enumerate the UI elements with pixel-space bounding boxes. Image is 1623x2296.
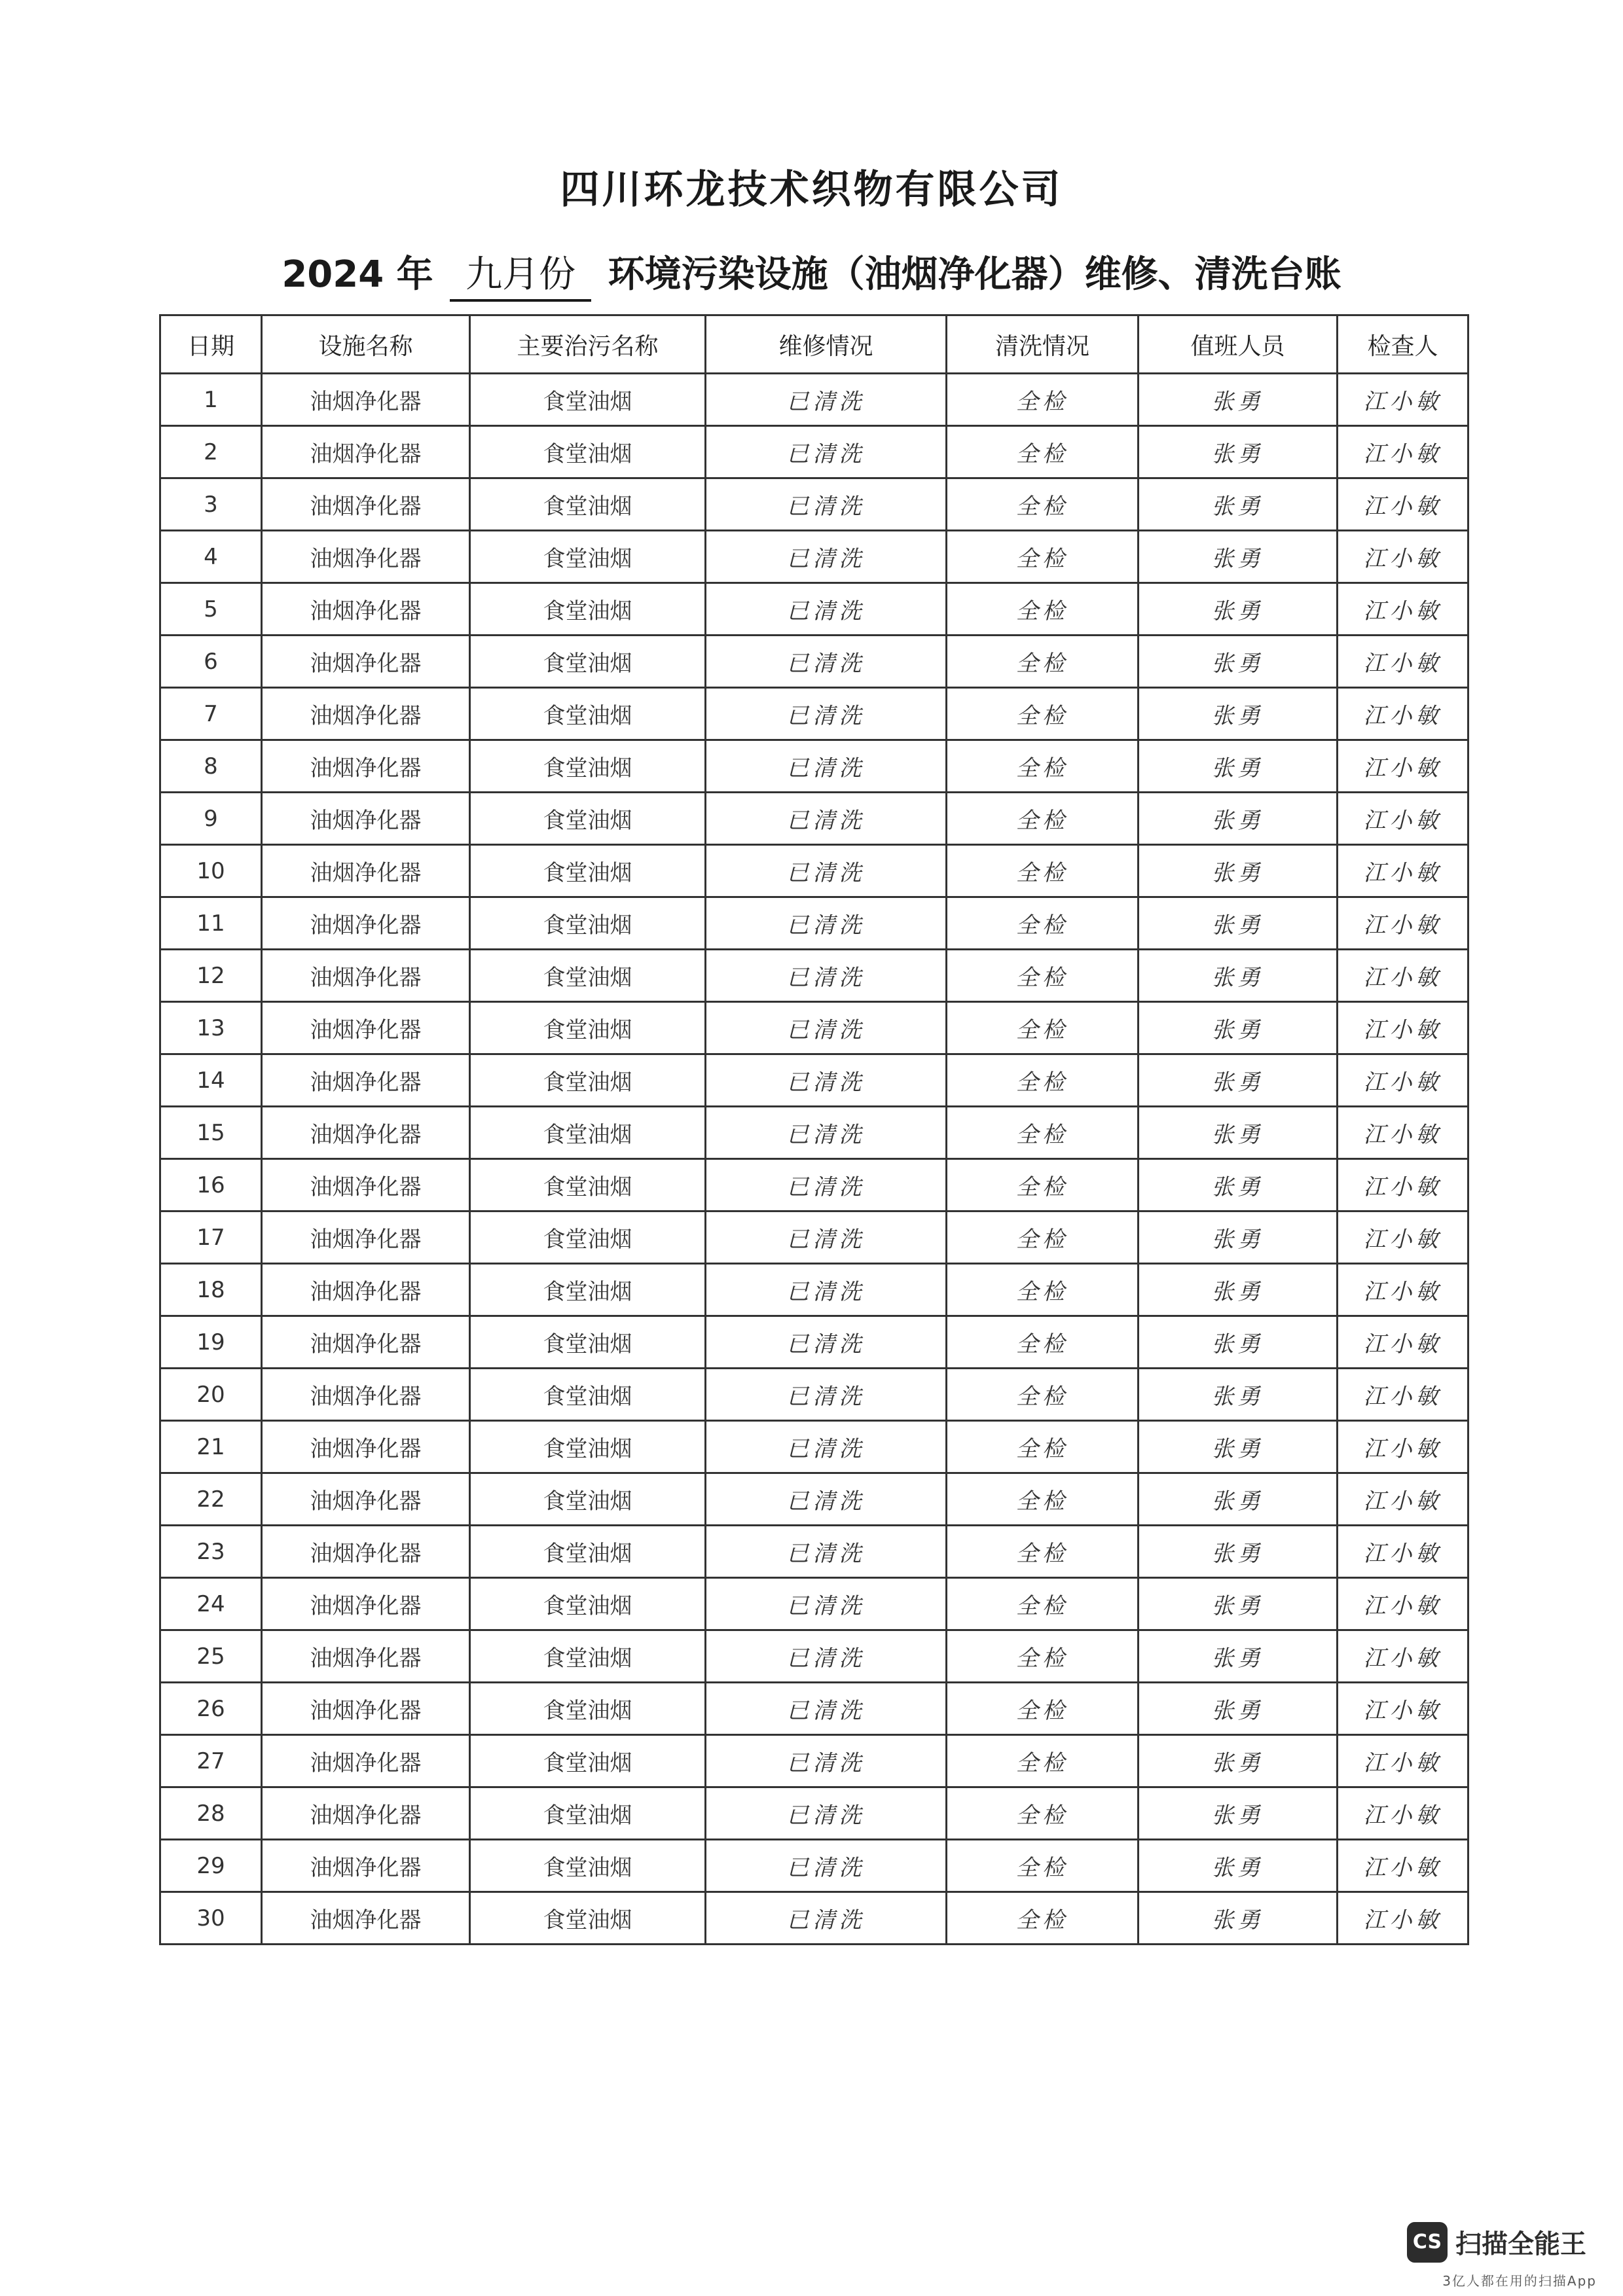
cell-pollutant: 食堂油烟 bbox=[470, 1630, 706, 1683]
cell-repair: 已清洗 bbox=[706, 1578, 947, 1630]
cell-inspector: 江小敏 bbox=[1338, 1630, 1468, 1683]
table-row bbox=[160, 1316, 1468, 1369]
cell-inspector: 江小敏 bbox=[1338, 1683, 1468, 1735]
cell-date: 28 bbox=[160, 1787, 262, 1840]
table-row bbox=[160, 950, 1468, 1002]
cell-date: 7 bbox=[160, 688, 262, 740]
cell-facility: 油烟净化器 bbox=[262, 531, 470, 583]
table-row bbox=[160, 1159, 1468, 1211]
cell-duty: 张勇 bbox=[1139, 897, 1338, 950]
cell-facility: 油烟净化器 bbox=[262, 897, 470, 950]
cell-facility: 油烟净化器 bbox=[262, 793, 470, 845]
cell-pollutant: 食堂油烟 bbox=[470, 1002, 706, 1054]
cell-inspector: 江小敏 bbox=[1338, 1892, 1468, 1945]
cell-inspector: 江小敏 bbox=[1338, 478, 1468, 531]
cell-date: 26 bbox=[160, 1683, 262, 1735]
cell-pollutant: 食堂油烟 bbox=[470, 1054, 706, 1107]
cell-inspector: 江小敏 bbox=[1338, 845, 1468, 897]
table-row bbox=[160, 1578, 1468, 1630]
cell-date: 9 bbox=[160, 793, 262, 845]
cell-inspector: 江小敏 bbox=[1338, 1578, 1468, 1630]
cell-pollutant: 食堂油烟 bbox=[470, 897, 706, 950]
cell-clean: 全检 bbox=[947, 845, 1139, 897]
app-tagline: 3亿人都在用的扫描App bbox=[1442, 2273, 1597, 2289]
title-rest: 环境污染设施（油烟净化器）维修、清洗台账 bbox=[608, 253, 1341, 296]
cell-duty: 张勇 bbox=[1139, 1473, 1338, 1526]
cell-repair: 已清洗 bbox=[706, 1787, 947, 1840]
cell-date: 13 bbox=[160, 1002, 262, 1054]
cell-facility: 油烟净化器 bbox=[262, 1892, 470, 1945]
header-facility: 设施名称 bbox=[262, 315, 470, 374]
cell-repair: 已清洗 bbox=[706, 688, 947, 740]
table-row bbox=[160, 374, 1468, 426]
cell-date: 30 bbox=[160, 1892, 262, 1945]
cell-clean: 全检 bbox=[947, 1107, 1139, 1159]
cell-pollutant: 食堂油烟 bbox=[470, 1421, 706, 1473]
cell-clean: 全检 bbox=[947, 1159, 1139, 1211]
cell-date: 6 bbox=[160, 636, 262, 688]
cell-pollutant: 食堂油烟 bbox=[470, 688, 706, 740]
company-name: 四川环龙技术织物有限公司 bbox=[560, 167, 1063, 213]
cell-pollutant: 食堂油烟 bbox=[470, 1735, 706, 1787]
cell-clean: 全检 bbox=[947, 1316, 1139, 1369]
cell-facility: 油烟净化器 bbox=[262, 1526, 470, 1578]
cell-inspector: 江小敏 bbox=[1338, 1473, 1468, 1526]
cell-facility: 油烟净化器 bbox=[262, 1316, 470, 1369]
cell-pollutant: 食堂油烟 bbox=[470, 845, 706, 897]
cell-facility: 油烟净化器 bbox=[262, 426, 470, 478]
cell-inspector: 江小敏 bbox=[1338, 1054, 1468, 1107]
header-date: 日期 bbox=[160, 315, 262, 374]
cell-inspector: 江小敏 bbox=[1338, 793, 1468, 845]
table-row bbox=[160, 1630, 1468, 1683]
cell-duty: 张勇 bbox=[1139, 1054, 1338, 1107]
cell-date: 11 bbox=[160, 897, 262, 950]
cell-date: 22 bbox=[160, 1473, 262, 1526]
cell-duty: 张勇 bbox=[1139, 740, 1338, 793]
cell-duty: 张勇 bbox=[1139, 688, 1338, 740]
cell-duty: 张勇 bbox=[1139, 950, 1338, 1002]
cell-clean: 全检 bbox=[947, 688, 1139, 740]
cell-pollutant: 食堂油烟 bbox=[470, 583, 706, 636]
cell-clean: 全检 bbox=[947, 1683, 1139, 1735]
table-row bbox=[160, 793, 1468, 845]
cell-duty: 张勇 bbox=[1139, 1002, 1338, 1054]
cell-date: 15 bbox=[160, 1107, 262, 1159]
document-title bbox=[0, 245, 1623, 302]
cell-facility: 油烟净化器 bbox=[262, 950, 470, 1002]
cell-clean: 全检 bbox=[947, 1002, 1139, 1054]
cell-pollutant: 食堂油烟 bbox=[470, 1264, 706, 1316]
cell-repair: 已清洗 bbox=[706, 1107, 947, 1159]
cell-pollutant: 食堂油烟 bbox=[470, 478, 706, 531]
cell-facility: 油烟净化器 bbox=[262, 1107, 470, 1159]
cell-clean: 全检 bbox=[947, 793, 1139, 845]
cell-pollutant: 食堂油烟 bbox=[470, 1369, 706, 1421]
cell-repair: 已清洗 bbox=[706, 374, 947, 426]
cell-facility: 油烟净化器 bbox=[262, 1578, 470, 1630]
cell-repair: 已清洗 bbox=[706, 1002, 947, 1054]
cell-repair: 已清洗 bbox=[706, 1526, 947, 1578]
cell-duty: 张勇 bbox=[1139, 374, 1338, 426]
cell-pollutant: 食堂油烟 bbox=[470, 1316, 706, 1369]
cell-facility: 油烟净化器 bbox=[262, 1211, 470, 1264]
cell-date: 25 bbox=[160, 1630, 262, 1683]
cell-pollutant: 食堂油烟 bbox=[470, 1787, 706, 1840]
table-row bbox=[160, 636, 1468, 688]
cell-repair: 已清洗 bbox=[706, 740, 947, 793]
table-row bbox=[160, 531, 1468, 583]
table-row bbox=[160, 1892, 1468, 1945]
table-row bbox=[160, 426, 1468, 478]
table-row bbox=[160, 1840, 1468, 1892]
app-name: 扫描全能王 bbox=[1455, 2229, 1586, 2259]
header-repair: 维修情况 bbox=[706, 315, 947, 374]
cell-facility: 油烟净化器 bbox=[262, 1002, 470, 1054]
cell-inspector: 江小敏 bbox=[1338, 1316, 1468, 1369]
cell-clean: 全检 bbox=[947, 1787, 1139, 1840]
table-row bbox=[160, 845, 1468, 897]
cell-facility: 油烟净化器 bbox=[262, 1054, 470, 1107]
table-row bbox=[160, 688, 1468, 740]
cell-duty: 张勇 bbox=[1139, 1107, 1338, 1159]
cell-inspector: 江小敏 bbox=[1338, 688, 1468, 740]
cell-pollutant: 食堂油烟 bbox=[470, 1840, 706, 1892]
table-row bbox=[160, 1002, 1468, 1054]
cell-facility: 油烟净化器 bbox=[262, 478, 470, 531]
cell-date: 10 bbox=[160, 845, 262, 897]
cell-pollutant: 食堂油烟 bbox=[470, 1159, 706, 1211]
table-row bbox=[160, 897, 1468, 950]
header-pollutant: 主要治污名称 bbox=[470, 315, 706, 374]
cell-clean: 全检 bbox=[947, 897, 1139, 950]
cell-pollutant: 食堂油烟 bbox=[470, 1578, 706, 1630]
table-row bbox=[160, 478, 1468, 531]
cell-repair: 已清洗 bbox=[706, 845, 947, 897]
cell-duty: 张勇 bbox=[1139, 1316, 1338, 1369]
cell-pollutant: 食堂油烟 bbox=[470, 950, 706, 1002]
cell-duty: 张勇 bbox=[1139, 1578, 1338, 1630]
cell-date: 29 bbox=[160, 1840, 262, 1892]
table-row bbox=[160, 1054, 1468, 1107]
cell-repair: 已清洗 bbox=[706, 1630, 947, 1683]
cell-clean: 全检 bbox=[947, 1473, 1139, 1526]
cell-duty: 张勇 bbox=[1139, 1369, 1338, 1421]
title-month: 九月份 bbox=[450, 245, 591, 302]
cell-pollutant: 食堂油烟 bbox=[470, 374, 706, 426]
cell-facility: 油烟净化器 bbox=[262, 688, 470, 740]
cell-date: 23 bbox=[160, 1526, 262, 1578]
cell-inspector: 江小敏 bbox=[1338, 897, 1468, 950]
cell-repair: 已清洗 bbox=[706, 583, 947, 636]
cell-inspector: 江小敏 bbox=[1338, 531, 1468, 583]
cell-facility: 油烟净化器 bbox=[262, 1369, 470, 1421]
cell-pollutant: 食堂油烟 bbox=[470, 793, 706, 845]
header-inspector: 检查人 bbox=[1338, 315, 1468, 374]
cell-inspector: 江小敏 bbox=[1338, 1526, 1468, 1578]
cell-inspector: 江小敏 bbox=[1338, 950, 1468, 1002]
cell-repair: 已清洗 bbox=[706, 1473, 947, 1526]
cell-date: 12 bbox=[160, 950, 262, 1002]
cell-clean: 全检 bbox=[947, 1264, 1139, 1316]
table-row bbox=[160, 583, 1468, 636]
cell-repair: 已清洗 bbox=[706, 1264, 947, 1316]
cell-date: 21 bbox=[160, 1421, 262, 1473]
cell-date: 4 bbox=[160, 531, 262, 583]
cell-facility: 油烟净化器 bbox=[262, 1735, 470, 1787]
cell-duty: 张勇 bbox=[1139, 1264, 1338, 1316]
cell-clean: 全检 bbox=[947, 1840, 1139, 1892]
cell-inspector: 江小敏 bbox=[1338, 636, 1468, 688]
table-row bbox=[160, 1264, 1468, 1316]
cell-date: 17 bbox=[160, 1211, 262, 1264]
cell-date: 16 bbox=[160, 1159, 262, 1211]
cell-inspector: 江小敏 bbox=[1338, 583, 1468, 636]
cell-inspector: 江小敏 bbox=[1338, 374, 1468, 426]
table-row bbox=[160, 740, 1468, 793]
cell-duty: 张勇 bbox=[1139, 1421, 1338, 1473]
cell-clean: 全检 bbox=[947, 478, 1139, 531]
cell-clean: 全检 bbox=[947, 740, 1139, 793]
cell-repair: 已清洗 bbox=[706, 426, 947, 478]
cell-repair: 已清洗 bbox=[706, 1159, 947, 1211]
cell-date: 2 bbox=[160, 426, 262, 478]
cell-pollutant: 食堂油烟 bbox=[470, 426, 706, 478]
ledger-table bbox=[159, 314, 1469, 1945]
cell-duty: 张勇 bbox=[1139, 1840, 1338, 1892]
cell-date: 19 bbox=[160, 1316, 262, 1369]
cell-pollutant: 食堂油烟 bbox=[470, 531, 706, 583]
cell-inspector: 江小敏 bbox=[1338, 740, 1468, 793]
header-duty: 值班人员 bbox=[1139, 315, 1338, 374]
cell-pollutant: 食堂油烟 bbox=[470, 1683, 706, 1735]
cell-clean: 全检 bbox=[947, 1054, 1139, 1107]
cell-inspector: 江小敏 bbox=[1338, 1787, 1468, 1840]
cell-duty: 张勇 bbox=[1139, 1159, 1338, 1211]
cell-pollutant: 食堂油烟 bbox=[470, 1211, 706, 1264]
cell-clean: 全检 bbox=[947, 1369, 1139, 1421]
cell-repair: 已清洗 bbox=[706, 1735, 947, 1787]
cell-facility: 油烟净化器 bbox=[262, 1264, 470, 1316]
cell-facility: 油烟净化器 bbox=[262, 374, 470, 426]
cell-repair: 已清洗 bbox=[706, 1840, 947, 1892]
cell-date: 1 bbox=[160, 374, 262, 426]
cell-repair: 已清洗 bbox=[706, 897, 947, 950]
cell-inspector: 江小敏 bbox=[1338, 426, 1468, 478]
table-row bbox=[160, 1473, 1468, 1526]
header-clean: 清洗情况 bbox=[947, 315, 1139, 374]
table-row bbox=[160, 1421, 1468, 1473]
cell-clean: 全检 bbox=[947, 1630, 1139, 1683]
cell-date: 8 bbox=[160, 740, 262, 793]
table-row bbox=[160, 1787, 1468, 1840]
cell-repair: 已清洗 bbox=[706, 478, 947, 531]
cell-duty: 张勇 bbox=[1139, 1787, 1338, 1840]
title-year: 2024 年 bbox=[282, 253, 433, 296]
cell-clean: 全检 bbox=[947, 1735, 1139, 1787]
table-row bbox=[160, 1735, 1468, 1787]
cell-duty: 张勇 bbox=[1139, 1211, 1338, 1264]
cell-duty: 张勇 bbox=[1139, 531, 1338, 583]
header-row bbox=[160, 315, 1468, 374]
scanner-watermark bbox=[1407, 2215, 1597, 2291]
cell-repair: 已清洗 bbox=[706, 636, 947, 688]
cell-pollutant: 食堂油烟 bbox=[470, 1892, 706, 1945]
cell-pollutant: 食堂油烟 bbox=[470, 740, 706, 793]
cell-clean: 全检 bbox=[947, 636, 1139, 688]
cell-inspector: 江小敏 bbox=[1338, 1107, 1468, 1159]
cell-date: 5 bbox=[160, 583, 262, 636]
camscanner-logo-icon: CS bbox=[1407, 2222, 1448, 2263]
cell-repair: 已清洗 bbox=[706, 1316, 947, 1369]
cell-date: 14 bbox=[160, 1054, 262, 1107]
cell-pollutant: 食堂油烟 bbox=[470, 636, 706, 688]
cell-facility: 油烟净化器 bbox=[262, 636, 470, 688]
ledger-body bbox=[160, 374, 1468, 1945]
cell-repair: 已清洗 bbox=[706, 950, 947, 1002]
cell-repair: 已清洗 bbox=[706, 1054, 947, 1107]
cell-inspector: 江小敏 bbox=[1338, 1002, 1468, 1054]
cell-date: 18 bbox=[160, 1264, 262, 1316]
cell-date: 20 bbox=[160, 1369, 262, 1421]
cell-date: 24 bbox=[160, 1578, 262, 1630]
table-row bbox=[160, 1683, 1468, 1735]
table-row bbox=[160, 1107, 1468, 1159]
cell-duty: 张勇 bbox=[1139, 1735, 1338, 1787]
cell-inspector: 江小敏 bbox=[1338, 1735, 1468, 1787]
cell-facility: 油烟净化器 bbox=[262, 1159, 470, 1211]
cell-facility: 油烟净化器 bbox=[262, 845, 470, 897]
cell-date: 27 bbox=[160, 1735, 262, 1787]
cell-facility: 油烟净化器 bbox=[262, 1840, 470, 1892]
cell-duty: 张勇 bbox=[1139, 793, 1338, 845]
cell-duty: 张勇 bbox=[1139, 1892, 1338, 1945]
cell-facility: 油烟净化器 bbox=[262, 1683, 470, 1735]
cell-inspector: 江小敏 bbox=[1338, 1159, 1468, 1211]
cell-inspector: 江小敏 bbox=[1338, 1840, 1468, 1892]
cell-duty: 张勇 bbox=[1139, 426, 1338, 478]
cell-duty: 张勇 bbox=[1139, 1526, 1338, 1578]
cell-facility: 油烟净化器 bbox=[262, 740, 470, 793]
cell-pollutant: 食堂油烟 bbox=[470, 1107, 706, 1159]
cell-repair: 已清洗 bbox=[706, 1683, 947, 1735]
cell-duty: 张勇 bbox=[1139, 583, 1338, 636]
cell-clean: 全检 bbox=[947, 1421, 1139, 1473]
table-row bbox=[160, 1526, 1468, 1578]
cell-duty: 张勇 bbox=[1139, 636, 1338, 688]
cell-duty: 张勇 bbox=[1139, 478, 1338, 531]
cell-pollutant: 食堂油烟 bbox=[470, 1526, 706, 1578]
cell-facility: 油烟净化器 bbox=[262, 1630, 470, 1683]
cell-repair: 已清洗 bbox=[706, 1211, 947, 1264]
cell-clean: 全检 bbox=[947, 374, 1139, 426]
cell-facility: 油烟净化器 bbox=[262, 1473, 470, 1526]
cell-facility: 油烟净化器 bbox=[262, 1421, 470, 1473]
cell-clean: 全检 bbox=[947, 531, 1139, 583]
cell-clean: 全检 bbox=[947, 1526, 1139, 1578]
cell-inspector: 江小敏 bbox=[1338, 1421, 1468, 1473]
cell-repair: 已清洗 bbox=[706, 1892, 947, 1945]
cell-facility: 油烟净化器 bbox=[262, 583, 470, 636]
cell-inspector: 江小敏 bbox=[1338, 1369, 1468, 1421]
table-row bbox=[160, 1211, 1468, 1264]
cell-clean: 全检 bbox=[947, 1211, 1139, 1264]
table-row bbox=[160, 1369, 1468, 1421]
cell-clean: 全检 bbox=[947, 426, 1139, 478]
cell-repair: 已清洗 bbox=[706, 531, 947, 583]
cell-facility: 油烟净化器 bbox=[262, 1787, 470, 1840]
cell-clean: 全检 bbox=[947, 1578, 1139, 1630]
cell-repair: 已清洗 bbox=[706, 1369, 947, 1421]
cell-duty: 张勇 bbox=[1139, 845, 1338, 897]
cell-repair: 已清洗 bbox=[706, 793, 947, 845]
cell-clean: 全检 bbox=[947, 583, 1139, 636]
cell-date: 3 bbox=[160, 478, 262, 531]
cell-inspector: 江小敏 bbox=[1338, 1264, 1468, 1316]
cell-inspector: 江小敏 bbox=[1338, 1211, 1468, 1264]
cell-clean: 全检 bbox=[947, 1892, 1139, 1945]
cell-pollutant: 食堂油烟 bbox=[470, 1473, 706, 1526]
cell-repair: 已清洗 bbox=[706, 1421, 947, 1473]
cell-duty: 张勇 bbox=[1139, 1683, 1338, 1735]
cell-clean: 全检 bbox=[947, 950, 1139, 1002]
cell-duty: 张勇 bbox=[1139, 1630, 1338, 1683]
